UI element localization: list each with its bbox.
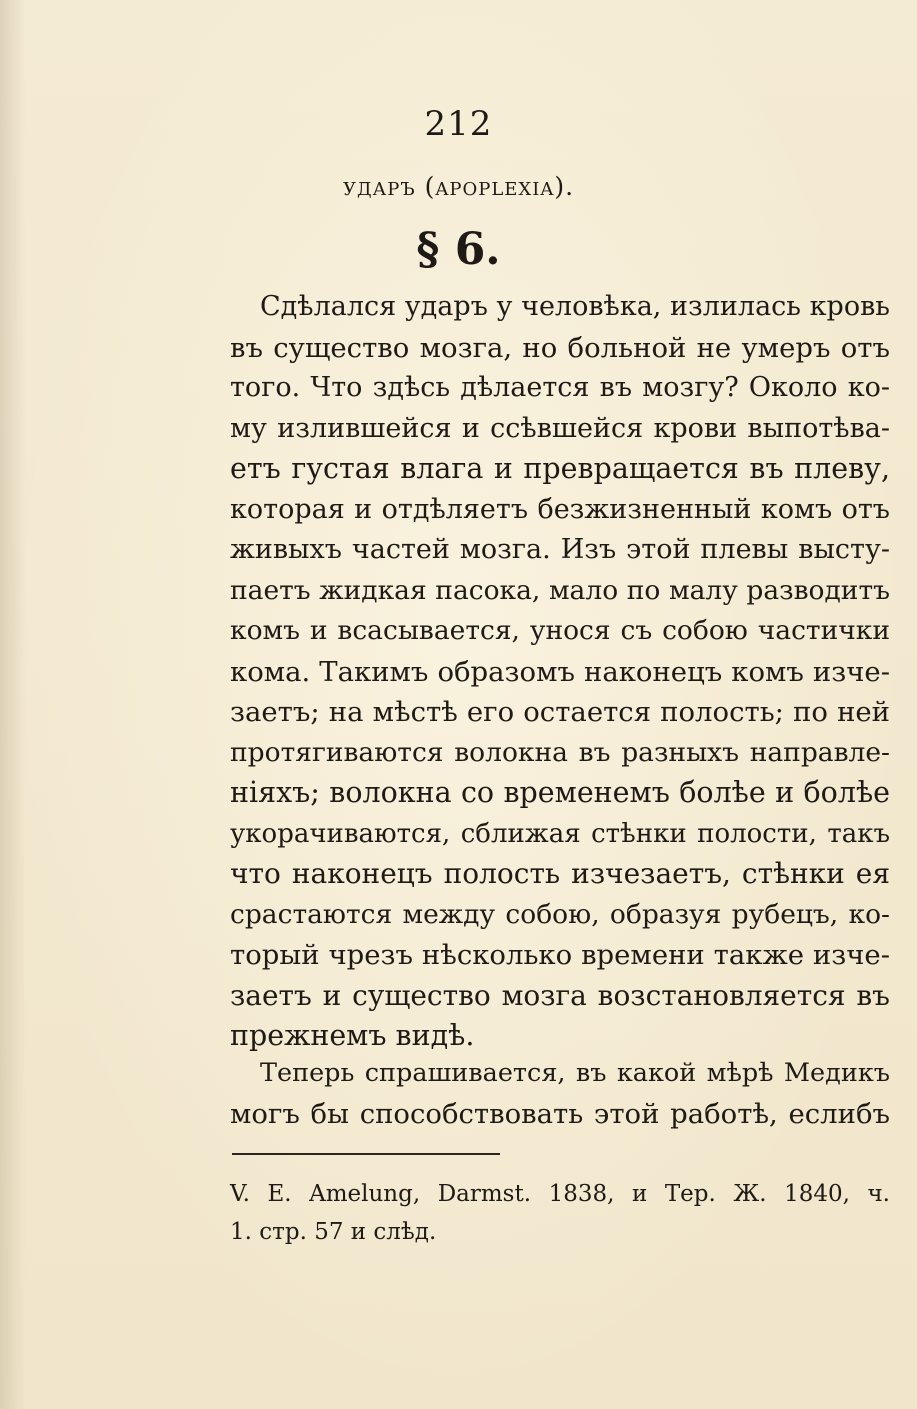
text-line: Теперь спрашивается, въ какой мѣрѣ Медикъ: [260, 1058, 890, 1088]
text-line: кома. Такимъ образомъ наконецъ комъ изче-: [230, 655, 890, 688]
footnote-line: V. E. Amelung, Darmst. 1838, и Тер. Ж. 1840, ч.: [230, 1181, 890, 1207]
text-line: срастаются между собою, образуя рубецъ, ко-: [230, 898, 890, 930]
text-line: Сдѣлался ударъ у человѣка, излилась кровь: [260, 291, 890, 322]
footnote-divider: [232, 1153, 500, 1155]
text-line: комъ и всасывается, унося съ собою частички: [230, 615, 890, 646]
text-line: заетъ; на мѣстѣ его остается полость; по ней: [230, 696, 890, 728]
page-number: 212: [424, 104, 493, 144]
footnote: [230, 1175, 890, 1251]
section-heading: ударъ (apoplexia).: [342, 172, 575, 201]
text-line: что наконецъ полость изчезаетъ, стѣнки ея: [230, 857, 890, 890]
text-line: того. Что здѣсь дѣлается въ мозгу? Около ко-: [230, 372, 890, 403]
text-line: прежнемъ видѣ.: [230, 1019, 475, 1052]
paragraph-2: [230, 1053, 890, 1134]
text-line: заетъ и существо мозга возстановляется въ: [230, 978, 890, 1012]
text-line: которая и отдѣляетъ безжизненный комъ отъ: [230, 493, 890, 525]
footnote-line: 1. стр. 57 и слѣд.: [230, 1219, 437, 1245]
text-line: етъ густая влага и превращается въ плеву,: [230, 452, 890, 485]
section-mark: § 6.: [416, 224, 501, 275]
text-line: паетъ жидкая пасока, мало по малу разводитъ: [230, 574, 890, 606]
text-line: протягиваются волокна въ разныхъ направле-: [230, 736, 890, 768]
spine-shadow: [0, 0, 26, 1409]
text-line: живыхъ частей мозга. Изъ этой плевы высту-: [230, 534, 890, 565]
text-line: укорачиваются, сближая стѣнки полости, такъ: [230, 818, 890, 849]
text-line: му излившейся и ссѣвшейся крови выпотѣва-: [230, 412, 890, 444]
text-line: ніяхъ; волокна со временемъ болѣе и болѣе: [230, 776, 890, 809]
text-line: торый чрезъ нѣсколько времени также изче-: [230, 939, 890, 971]
text-line: могъ бы способствовать этой работѣ, еслибъ: [230, 1097, 890, 1130]
paragraph-1: [230, 287, 890, 1057]
text-line: въ существо мозга, но больной не умеръ отъ: [230, 331, 890, 364]
